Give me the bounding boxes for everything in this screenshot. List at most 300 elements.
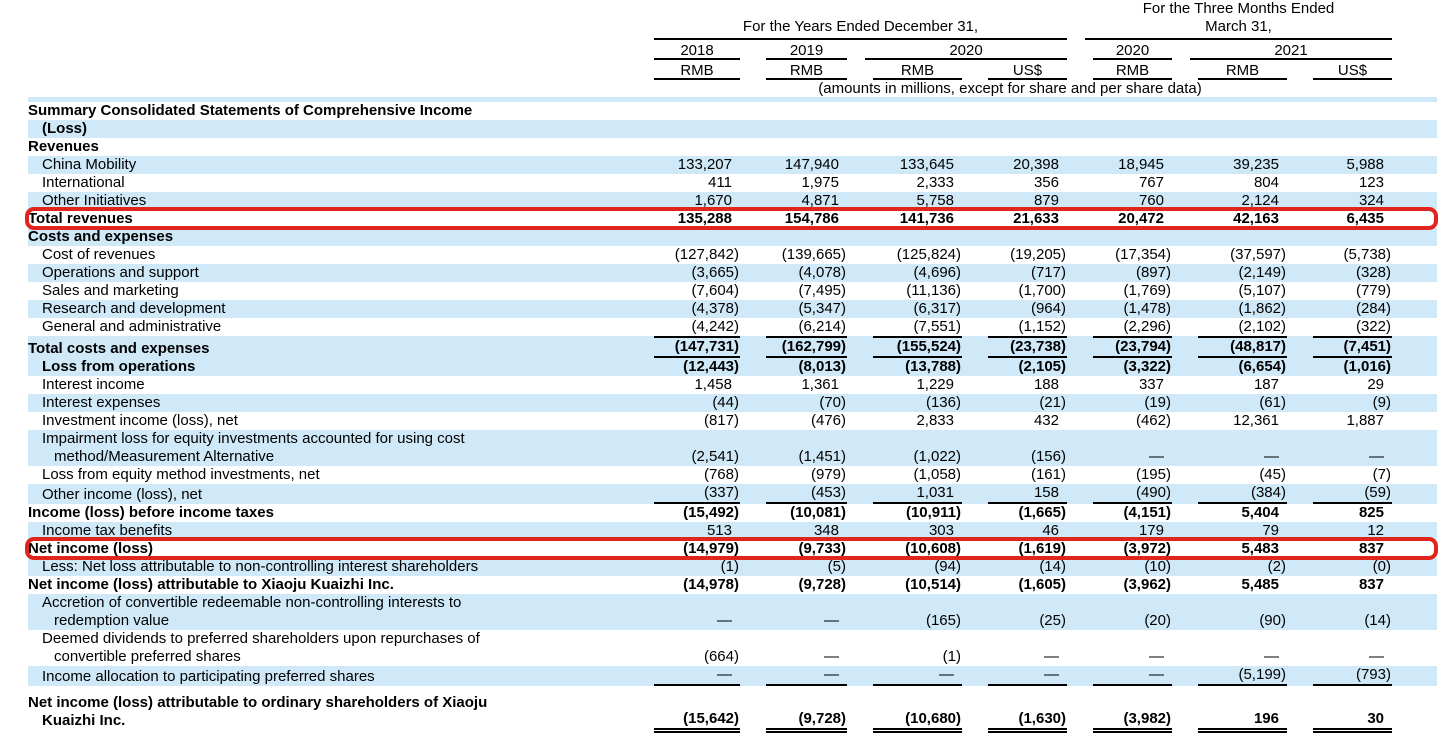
cell-q1-2020-rmb: (1,769) (1123, 282, 1171, 299)
row-label-cell (28, 192, 628, 210)
header-currency-2020-rmb: RMB (873, 60, 962, 80)
cell-2020-rmb: 5,758 (916, 192, 954, 209)
row-label-continued: convertible preferred shares (54, 648, 241, 665)
cell-q1-2020-rmb: (897) (1135, 264, 1171, 281)
row-label: Other income (loss), net (42, 486, 203, 503)
cell-2020-rmb: (10,514) (905, 576, 961, 593)
cell-q1-2021-rmb: 12,361 (1233, 412, 1279, 429)
cell-2018-rmb: — (654, 666, 740, 686)
cell-q1-2021-rmb: 5,404 (1241, 504, 1279, 521)
cell-q1-2021-usd: 5,988 (1346, 156, 1384, 173)
cell-q1-2021-usd: 837 (1358, 576, 1384, 593)
header-group-annual (654, 18, 1067, 40)
cell-2020-rmb: (11,136) (906, 282, 961, 299)
cell-2019-rmb: 4,871 (801, 192, 839, 209)
cell-2020-rmb: (1) (942, 648, 961, 665)
cell-2018-rmb: (14,979) (683, 540, 739, 557)
cell-q1-2021-usd: (1,016) (1343, 358, 1391, 375)
cell-2018-rmb: (768) (703, 466, 739, 483)
header-currency-2018: RMB (654, 60, 740, 80)
header-currency-2020-usd: US$ (988, 60, 1067, 80)
cell-q1-2021-usd: (779) (1355, 282, 1391, 299)
row-label-cell (28, 246, 628, 264)
header-currency-q1-2020: RMB (1093, 60, 1172, 80)
cell-q1-2021-usd: 123 (1358, 174, 1384, 191)
cell-q1-2021-usd: 837 (1358, 540, 1384, 557)
cell-2018-rmb: (7,604) (691, 282, 739, 299)
cell-q1-2021-rmb: 2,124 (1241, 192, 1279, 209)
row-label: Impairment loss for equity investments accounted for using cost (42, 430, 465, 447)
cell-2018-rmb: (147,731) (654, 336, 740, 358)
cell-2020-usd: (14) (1039, 558, 1066, 575)
cell-2019-rmb: 1,361 (801, 376, 839, 393)
row-label-cell (28, 576, 628, 594)
cell-2019-rmb: — (824, 648, 839, 665)
cell-q1-2021-rmb: (384) (1198, 484, 1287, 504)
cell-2020-usd: — (1044, 648, 1059, 665)
table-row (28, 504, 1437, 522)
row-label: Accretion of convertible redeemable non-controlling interests to (42, 594, 462, 611)
header-group-quarter-line1: For the Three Months Ended (1142, 0, 1335, 17)
cell-2020-rmb: (6,317) (913, 300, 961, 317)
cell-q1-2021-rmb: 42,163 (1233, 210, 1279, 227)
cell-2019-rmb: (9,733) (798, 540, 846, 557)
header-year-2020-quarter: 2020 (1093, 40, 1172, 60)
cell-2018-rmb: 133,207 (677, 156, 732, 173)
cell-q1-2021-rmb: (2,149) (1238, 264, 1286, 281)
cell-2018-rmb: (664) (703, 648, 739, 665)
row-label: Research and development (42, 300, 226, 317)
cell-q1-2020-rmb: (10) (1144, 558, 1171, 575)
cell-q1-2021-usd: 12 (1367, 522, 1384, 539)
cell-2020-usd: (1,152) (1018, 318, 1066, 335)
cell-2020-usd: (717) (1030, 264, 1066, 281)
cell-q1-2021-rmb: 39,235 (1233, 156, 1279, 173)
statement-table (28, 0, 1437, 736)
cell-2020-rmb: (165) (925, 612, 961, 629)
row-label-continued: method/Measurement Alternative (54, 448, 275, 465)
row-label-cell (28, 694, 628, 730)
cell-2020-rmb: (136) (925, 394, 961, 411)
row-label: General and administrative (42, 318, 222, 335)
row-label: Income allocation to participating preferred shares (42, 668, 375, 685)
cell-q1-2020-rmb: (3,972) (1123, 540, 1171, 557)
table-row (28, 318, 1437, 336)
table-row (28, 228, 1437, 246)
cell-2020-rmb: 141,736 (899, 210, 954, 227)
cell-q1-2021-usd: (0) (1372, 558, 1391, 575)
cell-2020-usd: 188 (1033, 376, 1059, 393)
cell-2018-rmb: 513 (706, 522, 732, 539)
cell-2020-usd: 46 (1042, 522, 1059, 539)
cell-2020-rmb: 303 (928, 522, 954, 539)
cell-2018-rmb: (15,642) (654, 710, 740, 730)
header-year-2020-annual: 2020 (865, 40, 1067, 60)
cell-q1-2021-rmb: (90) (1259, 612, 1286, 629)
cell-2020-usd: (25) (1039, 612, 1066, 629)
cell-2018-rmb: (15,492) (683, 504, 739, 521)
cell-2019-rmb: (7,495) (798, 282, 846, 299)
header-group-quarter (1085, 0, 1392, 40)
cell-2020-usd: — (988, 666, 1067, 686)
cell-q1-2020-rmb: (3,962) (1123, 576, 1171, 593)
table-row (28, 394, 1437, 412)
row-label-cell (28, 228, 628, 246)
cell-2018-rmb: (2,541) (691, 448, 739, 465)
row-label-cell (28, 282, 628, 300)
cell-q1-2021-rmb: 5,485 (1241, 576, 1279, 593)
table-row (28, 174, 1437, 192)
row-label-cell (28, 300, 628, 318)
cell-q1-2021-rmb: (61) (1259, 394, 1286, 411)
row-label: Loss from operations (42, 358, 196, 375)
table-row (28, 192, 1437, 210)
cell-2018-rmb: (127,842) (674, 246, 739, 263)
table-row (28, 156, 1437, 174)
cell-q1-2021-usd: (793) (1313, 666, 1392, 686)
cell-q1-2021-usd: (322) (1355, 318, 1391, 335)
cell-q1-2020-rmb: (490) (1093, 484, 1172, 504)
cell-2020-usd: 20,398 (1013, 156, 1059, 173)
cell-2018-rmb: 1,670 (694, 192, 732, 209)
row-label: Total costs and expenses (28, 340, 210, 357)
row-label: Revenues (28, 138, 99, 155)
cell-2020-usd: (964) (1030, 300, 1066, 317)
cell-2020-rmb: (10,608) (905, 540, 961, 557)
row-label-cell (28, 486, 628, 504)
row-label: Income tax benefits (42, 522, 173, 539)
row-label-cell (28, 630, 628, 666)
cell-2020-usd: (19,205) (1010, 246, 1066, 263)
row-label-cell (28, 210, 628, 228)
cell-q1-2020-rmb: (1,478) (1123, 300, 1171, 317)
row-label: Other Initiatives (42, 192, 147, 209)
cell-2019-rmb: (4,078) (798, 264, 846, 281)
cell-q1-2020-rmb: 767 (1138, 174, 1164, 191)
cell-q1-2021-usd: (59) (1313, 484, 1392, 504)
row-label: (Loss) (42, 120, 87, 137)
cell-2020-rmb: (10,680) (873, 710, 962, 730)
cell-2019-rmb: (453) (766, 484, 847, 504)
cell-q1-2021-usd: (7) (1372, 466, 1391, 483)
cell-2020-rmb: (4,696) (913, 264, 961, 281)
row-label-cell (28, 156, 628, 174)
table-row (28, 120, 1437, 138)
header-currency-q1-2021-rmb: RMB (1198, 60, 1287, 80)
table-row (28, 138, 1437, 156)
cell-q1-2021-rmb: (1,862) (1238, 300, 1286, 317)
cell-q1-2021-rmb: (6,654) (1238, 358, 1286, 375)
cell-q1-2021-usd: 1,887 (1346, 412, 1384, 429)
row-label-cell (28, 318, 628, 336)
cell-2020-rmb: (1,058) (913, 466, 961, 483)
cell-2020-usd: (1,700) (1018, 282, 1066, 299)
row-label-cell (28, 594, 628, 630)
cell-2018-rmb: (4,378) (691, 300, 739, 317)
row-label: Interest income (42, 376, 145, 393)
cell-2018-rmb: (3,665) (691, 264, 739, 281)
row-label-cell (28, 412, 628, 430)
cell-q1-2020-rmb: (462) (1135, 412, 1171, 429)
row-label-cell (28, 466, 628, 484)
cell-2018-rmb: (44) (712, 394, 739, 411)
cell-q1-2021-usd: 6,435 (1346, 210, 1384, 227)
row-label-cell (28, 174, 628, 192)
cell-q1-2021-usd: — (1369, 448, 1384, 465)
row-label-cell (28, 668, 628, 686)
cell-q1-2020-rmb: 760 (1138, 192, 1164, 209)
header-currency-q1-2021-usd: US$ (1313, 60, 1392, 80)
cell-2018-rmb: 1,458 (694, 376, 732, 393)
cell-q1-2020-rmb: (19) (1144, 394, 1171, 411)
table-row (28, 358, 1437, 376)
cell-2020-usd: (1,605) (1018, 576, 1066, 593)
header-currencies (28, 60, 1437, 80)
cell-2019-rmb: (139,665) (781, 246, 846, 263)
cell-2020-rmb: (13,788) (905, 358, 961, 375)
cell-2020-usd: 21,633 (1013, 210, 1059, 227)
table-row (28, 300, 1437, 318)
header-year-2018: 2018 (654, 40, 740, 60)
cell-2020-usd: (21) (1039, 394, 1066, 411)
cell-2020-rmb: (94) (934, 558, 961, 575)
cell-q1-2021-usd: (7,451) (1313, 336, 1392, 358)
cell-2020-rmb: (155,524) (873, 336, 962, 358)
row-label: Interest expenses (42, 394, 161, 411)
cell-2019-rmb: 147,940 (784, 156, 839, 173)
cell-q1-2021-usd: 825 (1358, 504, 1384, 521)
cell-2020-usd: 356 (1033, 174, 1059, 191)
cell-2019-rmb: 154,786 (784, 210, 839, 227)
table-row (28, 246, 1437, 264)
cell-2018-rmb: (817) (703, 412, 739, 429)
row-label: Deemed dividends to preferred shareholders upon repurchases of (42, 630, 480, 647)
cell-2019-rmb: (1,451) (798, 448, 846, 465)
header-group-quarter-line2: March 31, (1205, 18, 1272, 35)
cell-q1-2021-rmb: (5,199) (1198, 666, 1287, 686)
row-label-cell (28, 558, 628, 576)
cell-2018-rmb: 135,288 (677, 210, 732, 227)
cell-q1-2020-rmb: (20) (1144, 612, 1171, 629)
row-label-continued: redemption value (54, 612, 170, 629)
cell-q1-2020-rmb: (3,322) (1123, 358, 1171, 375)
cell-q1-2020-rmb: (2,296) (1123, 318, 1171, 335)
cell-q1-2021-usd: (9) (1372, 394, 1391, 411)
table-row (28, 558, 1437, 576)
cell-2019-rmb: (162,799) (766, 336, 847, 358)
cell-2020-usd: (161) (1030, 466, 1066, 483)
cell-q1-2021-rmb: (5,107) (1238, 282, 1286, 299)
cell-2018-rmb: (4,242) (691, 318, 739, 335)
row-label: Less: Net loss attributable to non-controlling interest shareholders (42, 558, 479, 575)
table-row (28, 594, 1437, 630)
table-row (28, 576, 1437, 594)
cell-2020-usd: 879 (1033, 192, 1059, 209)
table-row (28, 666, 1437, 686)
cell-q1-2021-usd: (14) (1364, 612, 1391, 629)
table-row (28, 466, 1437, 484)
cell-q1-2021-rmb: (2) (1267, 558, 1286, 575)
cell-2018-rmb: (1) (720, 558, 739, 575)
row-label-cell (28, 522, 628, 540)
cell-2019-rmb: — (824, 612, 839, 629)
table-row (28, 376, 1437, 394)
cell-2020-rmb: (7,551) (913, 318, 961, 335)
cell-q1-2021-rmb: 5,483 (1241, 540, 1279, 557)
cell-2019-rmb: (979) (810, 466, 846, 483)
cell-q1-2020-rmb: (17,354) (1115, 246, 1171, 263)
row-label-cell (28, 120, 628, 138)
cell-2018-rmb: — (717, 612, 732, 629)
cell-2019-rmb: (6,214) (798, 318, 846, 335)
cell-2020-usd: (23,738) (988, 336, 1067, 358)
cell-2019-rmb: 1,975 (801, 174, 839, 191)
cell-q1-2020-rmb: — (1093, 666, 1172, 686)
table-row (28, 522, 1437, 540)
cell-2020-usd: (1,619) (1018, 540, 1066, 557)
cell-q1-2021-usd: — (1369, 648, 1384, 665)
row-label-cell (28, 264, 628, 282)
header-period-groups (28, 0, 1437, 40)
cell-q1-2020-rmb: — (1149, 648, 1164, 665)
row-label-cell (28, 358, 628, 376)
table-row (28, 282, 1437, 300)
cell-q1-2021-rmb: — (1264, 648, 1279, 665)
amounts-note: (amounts in millions, except for share and per share data) (818, 80, 1202, 97)
cell-q1-2020-rmb: (23,794) (1093, 336, 1172, 358)
row-label-cell (28, 504, 628, 522)
cell-2019-rmb: 348 (813, 522, 839, 539)
cell-2020-usd: (1,665) (1018, 504, 1066, 521)
amounts-note-row (28, 80, 1437, 97)
cell-q1-2021-rmb: (45) (1259, 466, 1286, 483)
cell-q1-2021-rmb: 187 (1253, 376, 1279, 393)
row-label-cell (28, 540, 628, 558)
row-label: Net income (loss) attributable to Xiaoju Kuaizhi Inc. (28, 576, 394, 593)
cell-2020-rmb: (10,911) (905, 504, 961, 521)
row-label-continued: Kuaizhi Inc. (42, 712, 126, 729)
cell-q1-2020-rmb: (3,982) (1093, 710, 1172, 730)
row-label: Total revenues (28, 210, 133, 227)
row-label: Investment income (loss), net (42, 412, 238, 429)
cell-2020-usd: (1,630) (988, 710, 1067, 730)
cell-2019-rmb: (10,081) (790, 504, 846, 521)
table-row (28, 102, 1437, 120)
cell-2020-rmb: 133,645 (899, 156, 954, 173)
row-label: Net income (loss) (28, 540, 154, 557)
cell-2019-rmb: (8,013) (798, 358, 846, 375)
table-row (28, 630, 1437, 666)
row-label: Loss from equity method investments, net (42, 466, 320, 483)
cell-q1-2020-rmb: 337 (1138, 376, 1164, 393)
cell-2018-rmb: (14,978) (683, 576, 739, 593)
cell-q1-2021-usd: 29 (1367, 376, 1384, 393)
cell-q1-2020-rmb: 18,945 (1118, 156, 1164, 173)
cell-2019-rmb: (5,347) (798, 300, 846, 317)
table-row (28, 412, 1437, 430)
table-row (28, 210, 1437, 228)
row-label-cell (28, 430, 628, 466)
cell-2019-rmb: — (766, 666, 847, 686)
row-label: Income (loss) before income taxes (28, 504, 274, 521)
row-label-cell (28, 102, 628, 120)
row-label: China Mobility (42, 156, 137, 173)
cell-2020-rmb: (1,022) (913, 448, 961, 465)
table-row (28, 430, 1437, 466)
header-year-2019: 2019 (766, 40, 847, 60)
row-label: Sales and marketing (42, 282, 179, 299)
cell-q1-2021-usd: (284) (1355, 300, 1391, 317)
cell-q1-2021-rmb: 196 (1198, 710, 1287, 730)
cell-q1-2021-rmb: 79 (1262, 522, 1279, 539)
cell-2020-rmb: 1,229 (916, 376, 954, 393)
cell-2019-rmb: (5) (827, 558, 846, 575)
cell-2019-rmb: (9,728) (766, 710, 847, 730)
cell-2020-rmb: 2,833 (916, 412, 954, 429)
cell-2020-usd: (156) (1030, 448, 1066, 465)
table-row (28, 264, 1437, 282)
cell-2020-rmb: 1,031 (873, 484, 962, 504)
cell-q1-2021-rmb: — (1264, 448, 1279, 465)
row-label-cell (28, 340, 628, 358)
row-label: Summary Consolidated Statements of Comprehensive Income (28, 102, 473, 119)
cell-q1-2020-rmb: (4,151) (1123, 504, 1171, 521)
table-row (28, 694, 1437, 730)
cell-2019-rmb: (70) (819, 394, 846, 411)
row-label: International (42, 174, 125, 191)
row-label: Net income (loss) attributable to ordinary shareholders of Xiaoju (28, 694, 488, 711)
cell-q1-2020-rmb: 20,472 (1118, 210, 1164, 227)
cell-2018-rmb: (12,443) (683, 358, 739, 375)
row-label-cell (28, 376, 628, 394)
table-row (28, 336, 1437, 358)
cell-q1-2021-usd: 30 (1313, 710, 1392, 730)
cell-q1-2020-rmb: (195) (1135, 466, 1171, 483)
header-year-2021: 2021 (1190, 40, 1392, 60)
cell-2018-rmb: (337) (654, 484, 740, 504)
cell-2020-usd: 158 (988, 484, 1067, 504)
row-label: Operations and support (42, 264, 199, 281)
cell-2019-rmb: (476) (810, 412, 846, 429)
table-row (28, 484, 1437, 504)
cell-q1-2021-usd: 324 (1358, 192, 1384, 209)
row-label-cell (28, 394, 628, 412)
cell-2019-rmb: (9,728) (798, 576, 846, 593)
header-group-annual-label: For the Years Ended December 31, (742, 18, 979, 35)
table-body (28, 102, 1437, 730)
cell-q1-2021-usd: (328) (1355, 264, 1391, 281)
row-label: Costs and expenses (28, 228, 174, 245)
cell-2018-rmb: 411 (708, 174, 732, 191)
cell-q1-2021-rmb: (48,817) (1198, 336, 1287, 358)
cell-q1-2020-rmb: — (1149, 448, 1164, 465)
table-row (28, 540, 1437, 558)
row-label: Cost of revenues (42, 246, 156, 263)
cell-q1-2020-rmb: 179 (1138, 522, 1164, 539)
cell-q1-2021-rmb: 804 (1253, 174, 1279, 191)
cell-2020-rmb: — (873, 666, 962, 686)
row-label-cell (28, 138, 628, 156)
cell-2020-usd: 432 (1033, 412, 1059, 429)
cell-2020-rmb: (125,824) (896, 246, 961, 263)
header-currency-2019: RMB (766, 60, 847, 80)
header-years (28, 40, 1437, 60)
cell-2020-rmb: 2,333 (916, 174, 954, 191)
cell-q1-2021-usd: (5,738) (1343, 246, 1391, 263)
cell-q1-2021-rmb: (37,597) (1230, 246, 1286, 263)
cell-2020-usd: (2,105) (1018, 358, 1066, 375)
cell-q1-2021-rmb: (2,102) (1238, 318, 1286, 335)
